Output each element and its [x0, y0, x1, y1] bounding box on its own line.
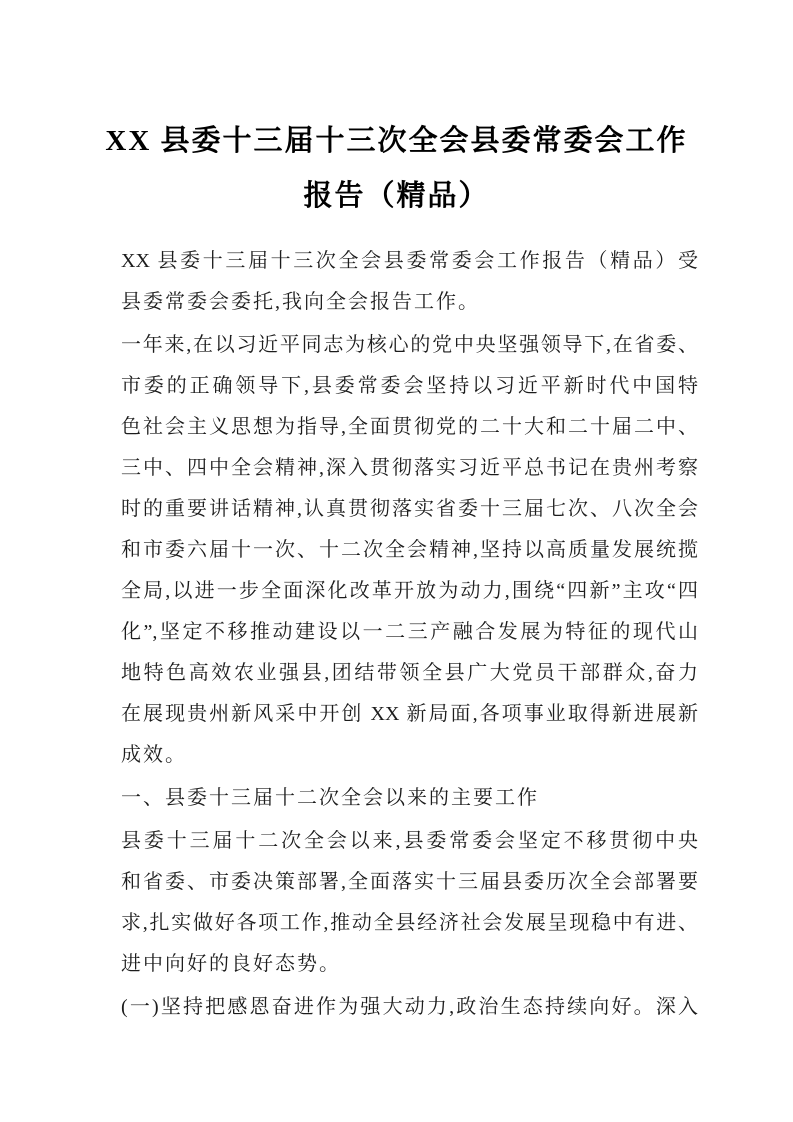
document-title — [0, 114, 793, 224]
text-line: 色社会主义思想为指导,全面贯彻党的二十大和二十届二中、 — [121, 416, 698, 438]
text-line: 在展现贵州新风采中开创 XX 新局面,各项事业取得新进展新 — [121, 703, 698, 725]
section-heading: 一、县委十三届十二次全会以来的主要工作 — [121, 787, 539, 809]
text-line: 时的重要讲话精神,认真贯彻落实省委十三届七次、八次全会 — [121, 498, 698, 520]
text-line: 县委常委会委托,我向全会报告工作。 — [121, 291, 480, 313]
section-heading-1 — [121, 778, 698, 819]
paragraph-section-intro — [121, 821, 698, 985]
text-line: 一年来,在以习近平同志为核心的党中央坚强领导下,在省委、 — [121, 334, 698, 356]
text-line: XX 县委十三届十三次全会县委常委会工作报告（精品）受 — [121, 250, 698, 272]
paragraph-intro — [121, 241, 698, 323]
text-line: 进中向好的良好态势。 — [121, 953, 341, 975]
text-line: 求,扎实做好各项工作,推动全县经济社会发展呈现稳中有进、 — [121, 912, 698, 934]
text-line: 全局,以进一步全面深化改革开放为动力,围绕“四新”主攻“四 — [121, 580, 698, 602]
text-line: 地特色高效农业强县,团结带领全县广大党员干部群众,奋力 — [121, 662, 698, 684]
title-line-2: 报告（精品） — [303, 180, 490, 212]
text-line: 三中、四中全会精神,深入贯彻落实习近平总书记在贵州考察 — [121, 457, 698, 479]
text-line: (一)坚持把感恩奋进作为强大动力,政治生态持续向好。深入 — [121, 996, 698, 1018]
text-line: 市委的正确领导下,县委常委会坚持以习近平新时代中国特 — [121, 375, 698, 397]
paragraph-overview — [121, 325, 698, 776]
title-line-1: XX 县委十三届十三次全会县委常委会工作 — [105, 125, 688, 157]
document-body — [121, 241, 698, 1030]
paragraph-subsection-1 — [121, 987, 698, 1028]
text-line: 和市委六届十一次、十二次全会精神,坚持以高质量发展统揽 — [121, 539, 698, 561]
text-line: 成效。 — [121, 744, 187, 766]
text-line: 化”,坚定不移推动建设以一二三产融合发展为特征的现代山 — [121, 621, 698, 643]
text-line: 和省委、市委决策部署,全面落实十三届县委历次全会部署要 — [121, 871, 698, 893]
text-line: 县委十三届十二次全会以来,县委常委会坚定不移贯彻中央 — [121, 830, 698, 852]
